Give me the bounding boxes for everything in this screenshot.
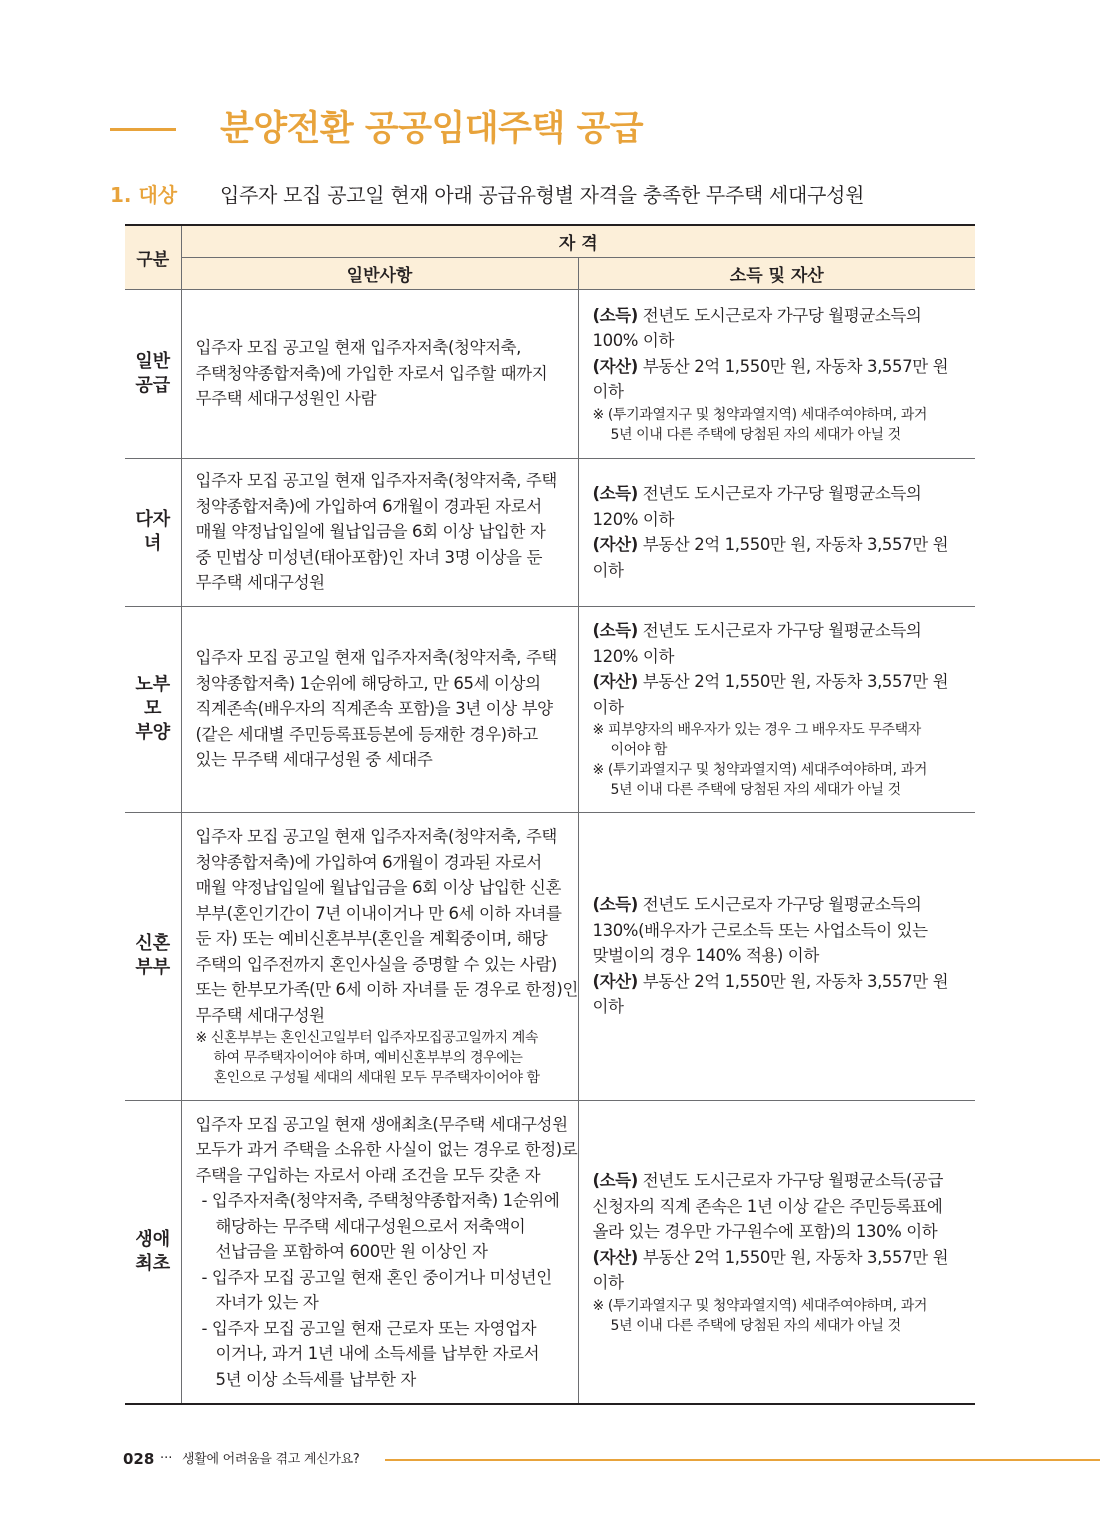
footer-text: 생활에 어려움을 겪고 계신가요? (182, 1452, 360, 1467)
table-row (125, 812, 975, 1100)
row-category: 다자녀 (125, 458, 181, 606)
col-header-qualification: 자 격 (181, 225, 975, 257)
row-note: ※ (투기과열지구 및 청약과열지역) 세대주여야하며, 과거 (592, 1297, 927, 1314)
row-general: 입주자 모집 공고일 현재 입주자저축(청약저축, 주택 청약종합저축)에 가입하여 6개월이 경과된 자로서 매월 약정납입일에 월납입금을 6회 이상 납입한 신혼 부부(혼인기간이 7년 이내이거나 만 6세 이하 자녀를 둔 자) 또는 예비신혼부부(혼인을 계획중이며, 해당 주택의 입주전까지 혼인사실을 증명할 수 있는 사람) 또는 한부모가족(만 6세 이하 자녀를 둔 경우로 한정)인 무주택 세대구성원 ※ 신혼부부는 혼인신고일부터 입주자모집공고일까지 계속 하여 무주택자이어야 하며, 예비신혼부부의 경우에는 혼인으로 구성될 세대의 세대원 모두 무주택자이어야 함 (181, 812, 578, 1100)
table-row (125, 458, 975, 606)
row-note: ※ (투기과열지구 및 청약과열지역) 세대주여야하며, 과거 (592, 762, 927, 778)
condition-item: - 입주자저축(청약저축, 주택청약종합저축) 1순위에 (201, 1191, 560, 1210)
footer-dots: ··· (160, 1451, 173, 1466)
row-general: 입주자 모집 공고일 현재 입주자저축(청약저축, 주택청약종합저축)에 가입한 자로서 입주할 때까지 무주택 세대구성원인 사람 (181, 289, 578, 458)
row-income-asset: (소득) 전년도 도시근로자 가구당 월평균소득의 120% 이하 (자산) 부동산 2억 1,550만 원, 자동차 3,557만 원 이하 (578, 458, 975, 606)
row-category: 일반 공급 (125, 289, 181, 458)
row-category: 신혼 부부 (125, 812, 181, 1100)
col-header-general: 일반사항 (181, 257, 578, 289)
table-row (125, 606, 975, 812)
table-row (125, 1100, 975, 1404)
col-header-category: 구분 (125, 225, 181, 289)
row-note: ※ 신혼부부는 혼인신고일부터 입주자모집공고일까지 계속 (195, 1030, 539, 1046)
row-income-asset: (소득) 전년도 도시근로자 가구당 월평균소득의 100% 이하 (자산) 부동산 2억 1,550만 원, 자동차 3,557만 원 이하 ※ (투기과열지구 및 청약과열지역) 세대주여야하며, 과거 5년 이내 다른 주택에 당첨된 자의 세대가 아닐 것 (578, 289, 975, 458)
section-number: 1. 대상 (110, 183, 178, 207)
footer-rule (385, 1459, 1100, 1461)
section-description: 입주자 모집 공고일 현재 아래 공급유형별 자격을 충족한 무주택 세대구성원 (220, 183, 865, 207)
row-income-asset: (소득) 전년도 도시근로자 가구당 월평균소득(공급 신청자의 직계 존속은 1년 이상 같은 주민등록표에 올라 있는 경우만 가구원수에 포함)의 130% 이하 (자산) 부동산 2억 1,550만 원, 자동차 3,557만 원 이하 ※ (투기과열지구 및 청약과열지역) 세대주여야하며, 과거 5년 이내 다른 주택에 당첨된 자의 세대가 아닐 것 (578, 1100, 975, 1404)
condition-item: - 입주자 모집 공고일 현재 근로자 또는 자영업자 (201, 1318, 537, 1338)
page-number: 028 (123, 1450, 155, 1468)
row-category: 생애 최초 (125, 1100, 181, 1404)
eligibility-table (125, 224, 975, 1405)
row-note: ※ (투기과열지구 및 청약과열지역) 세대주여야하며, 과거 (592, 406, 927, 423)
row-note: ※ 피부양자의 배우자가 있는 경우 그 배우자도 무주택자 (592, 722, 921, 738)
row-general: 입주자 모집 공고일 현재 생애최초(무주택 세대구성원 모두가 과거 주택을 소유한 사실이 없는 경우로 한정)로 주택을 구입하는 자로서 아래 조건을 모두 갖춘 자 - 입주자저축(청약저축, 주택청약종합저축) 1순위에 해당하는 무주택 세대구성원으로서 저축액이 선납금을 포함하여 600만 원 이상인 자 - 입주자 모집 공고일 현재 혼인 중이거나 미성년인 자녀가 있는 자 - 입주자 모집 공고일 현재 근로자 또는 자영업자 이거나, 과거 1년 내에 소득세를 납부한 자로서 5년 이상 소득세를 납부한 자 (181, 1100, 578, 1404)
row-income-asset: (소득) 전년도 도시근로자 가구당 월평균소득의 120% 이하 (자산) 부동산 2억 1,550만 원, 자동차 3,557만 원 이하 ※ 피부양자의 배우자가 있는 경우 그 배우자도 무주택자 이어야 함 ※ (투기과열지구 및 청약과열지역) 세대주여야하며, 과거 5년 이내 다른 주택에 당첨된 자의 세대가 아닐 것 (578, 606, 975, 812)
table-row (125, 289, 975, 458)
title-accent-bar (110, 128, 176, 131)
condition-item: - 입주자 모집 공고일 현재 혼인 중이거나 미성년인 (201, 1267, 552, 1287)
row-general: 입주자 모집 공고일 현재 입주자저축(청약저축, 주택 청약종합저축) 1순위에 해당하고, 만 65세 이상의 직계존속(배우자의 직계존속 포함)을 3년 이상 부양 (같은 세대별 주민등록표등본에 등재한 경우)하고 있는 무주택 세대구성원 중 세대주 (181, 606, 578, 812)
row-income-asset: (소득) 전년도 도시근로자 가구당 월평균소득의 130%(배우자가 근로소득 또는 사업소득이 있는 맞벌이의 경우 140% 적용) 이하 (자산) 부동산 2억 1,550만 원, 자동차 3,557만 원 이하 (578, 812, 975, 1100)
col-header-income: 소득 및 자산 (578, 257, 975, 289)
page-title: 분양전환 공공임대주택 공급 (220, 109, 644, 149)
row-general: 입주자 모집 공고일 현재 입주자저축(청약저축, 주택 청약종합저축)에 가입하여 6개월이 경과된 자로서 매월 약정납입일에 월납입금을 6회 이상 납입한 자 중 민법상 미성년(태아포함)인 자녀 3명 이상을 둔 무주택 세대구성원 (181, 458, 578, 606)
row-category: 노부모 부양 (125, 606, 181, 812)
